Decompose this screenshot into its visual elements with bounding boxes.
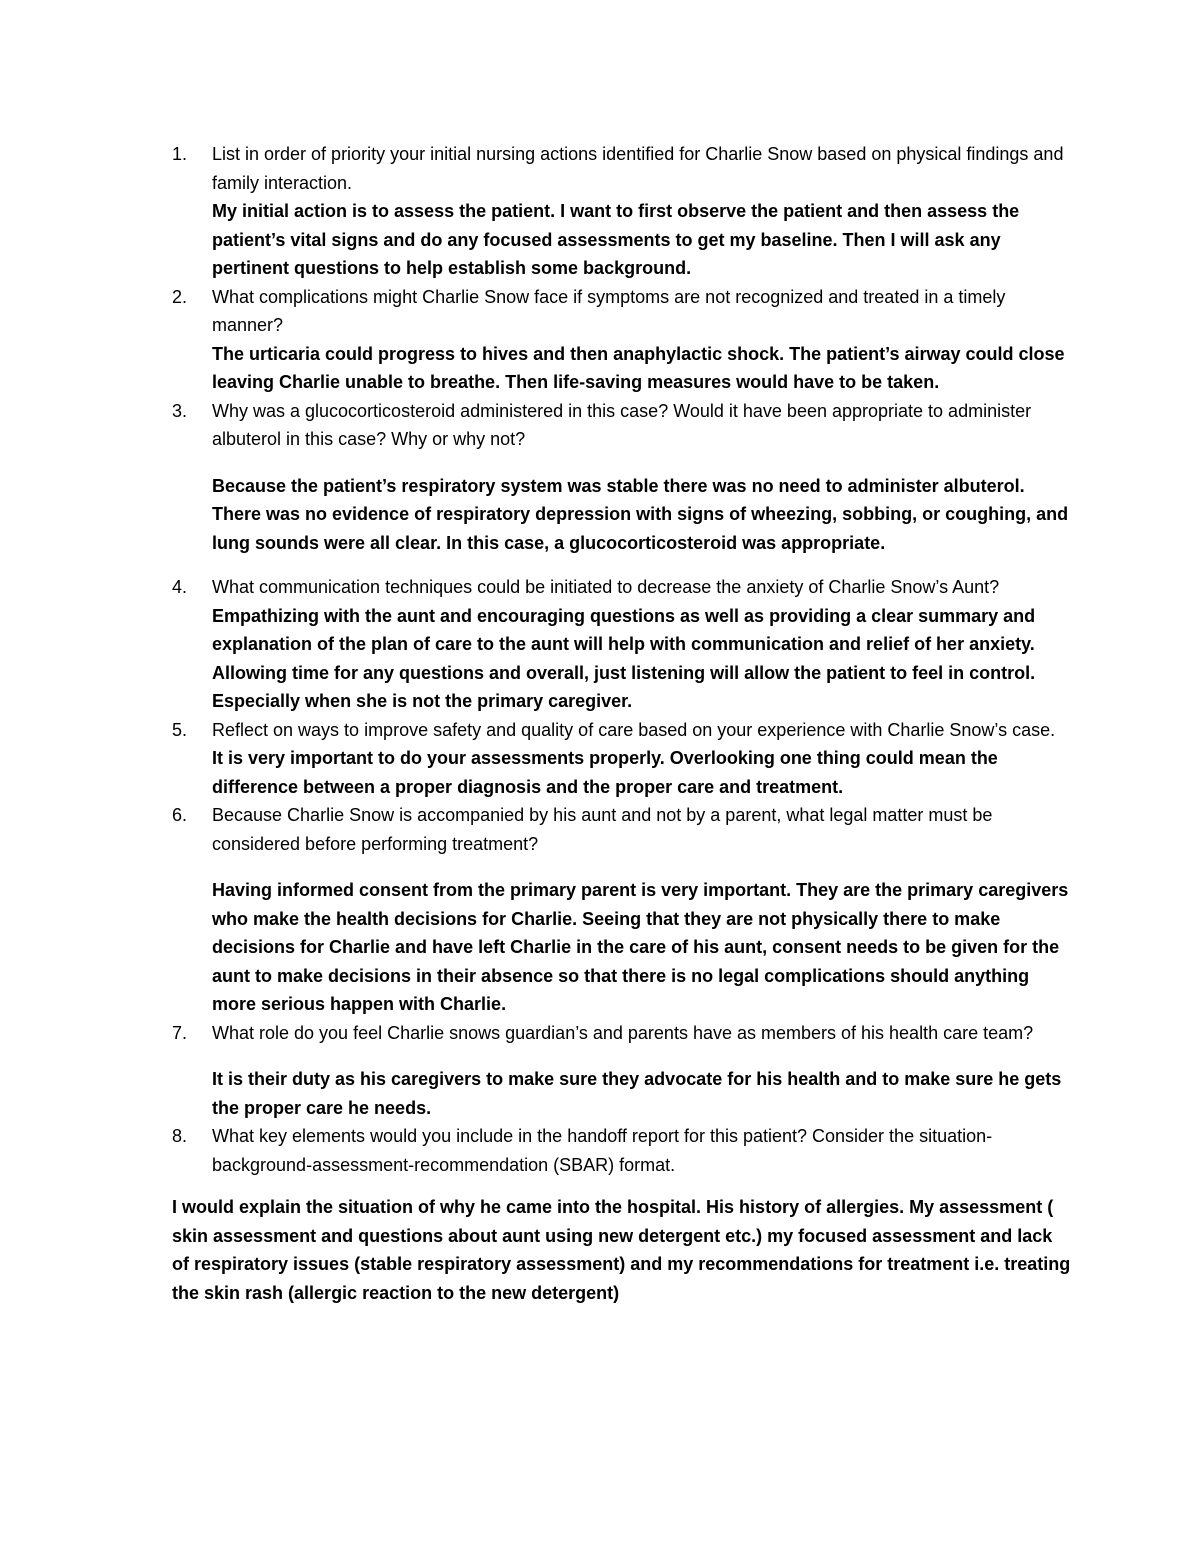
question-text: What communication techniques could be initiated to decrease the anxiety of Charlie Snow’s Aunt? [212, 577, 1000, 597]
answer-text: Because the patient’s respiratory system was stable there was no need to administer albuterol. There was no evidence of respiratory depression with signs of wheezing, sobbing, or coughing, and lung sounds were all clear. In this case, a glucocorticosteroid was appropriate. [212, 475, 1069, 553]
question-text: List in order of priority your initial nursing actions identified for Charlie Snow based on physical findings and family interaction. [212, 144, 1064, 193]
list-item-5 [172, 716, 1072, 802]
list-item-7 [172, 1019, 1072, 1123]
question-text: Why was a glucocorticosteroid administered in this case? Would it have been appropriate to administer albuterol in this case? Why or why not? [212, 400, 1032, 449]
final-answer-text: I would explain the situation of why he came into the hospital. His history of allergies. My assessment ( skin assessment and questions about aunt using new detergent etc.) my focused assessment and lack of respiratory issues (stable respiratory assessment) and my recommendations for treatment i.e. treating the skin rash (allergic reaction to the new detergent) [172, 1197, 1071, 1303]
list-item-3 [172, 397, 1072, 558]
item-number: 7. [172, 1022, 188, 1043]
item-number: 5. [172, 719, 188, 740]
answer-text: It is their duty as his caregivers to make sure they advocate for his health and to make sure he gets the proper care he needs. [212, 1069, 1062, 1118]
document-body [172, 140, 1072, 1307]
answer-text: Empathizing with the aunt and encouraging questions as well as providing a clear summary and explanation of the plan of care to the aunt will help with communication and relief of her anxiety. Allowing time for any questions and overall, just listening will allow the patient to feel in control. Especially when she is not the primary caregiver. [212, 605, 1036, 711]
answer-text: It is very important to do your assessments properly. Overlooking one thing could mean the difference between a proper diagnosis and the proper care and treatment. [212, 748, 998, 797]
question-text: What complications might Charlie Snow face if symptoms are not recognized and treated in a timely manner? [212, 286, 1006, 335]
item-number: 8. [172, 1126, 188, 1146]
question-text: What key elements would you include in the handoff report for this patient? Consider the situation-background-assessment-recommendation (SBAR) format. [212, 1126, 993, 1175]
list-item-2 [172, 283, 1072, 397]
list-item-4 [172, 573, 1072, 716]
item-number: 1. [172, 144, 188, 164]
question-text: Reflect on ways to improve safety and quality of care based on your experience with Charlie Snow’s case. [212, 719, 1056, 740]
question-text: What role do you feel Charlie snows guardian’s and parents have as members of his health care team? [212, 1022, 1034, 1043]
item-number: 4. [172, 577, 188, 597]
question-text: Because Charlie Snow is accompanied by his aunt and not by a parent, what legal matter must be considered before performing treatment? [212, 805, 993, 854]
answer-text: The urticaria could progress to hives and then anaphylactic shock. The patient’s airway could close leaving Charlie unable to breathe. Then life-saving measures would have to be taken. [212, 343, 1065, 392]
item-number: 6. [172, 805, 188, 825]
list-item-8 [172, 1122, 1072, 1179]
answer-text: My initial action is to assess the patient. I want to first observe the patient and then assess the patient’s vital signs and do any focused assessments to get my baseline. Then I will ask any pertinent questions to help establish some background. [212, 201, 1020, 278]
list-item-6 [172, 801, 1072, 1019]
item-number: 3. [172, 400, 188, 421]
answer-text: Having informed consent from the primary parent is very important. They are the primary caregivers who make the health decisions for Charlie. Seeing that they are not physically there to make decisions for Charlie and have left Charlie in the care of his aunt, consent needs to be given for the aunt to make decisions in their absence so that there is no legal complications should anything more serious happen with Charlie. [212, 880, 1069, 1014]
item-number: 2. [172, 286, 188, 307]
list-item-1 [172, 140, 1072, 283]
